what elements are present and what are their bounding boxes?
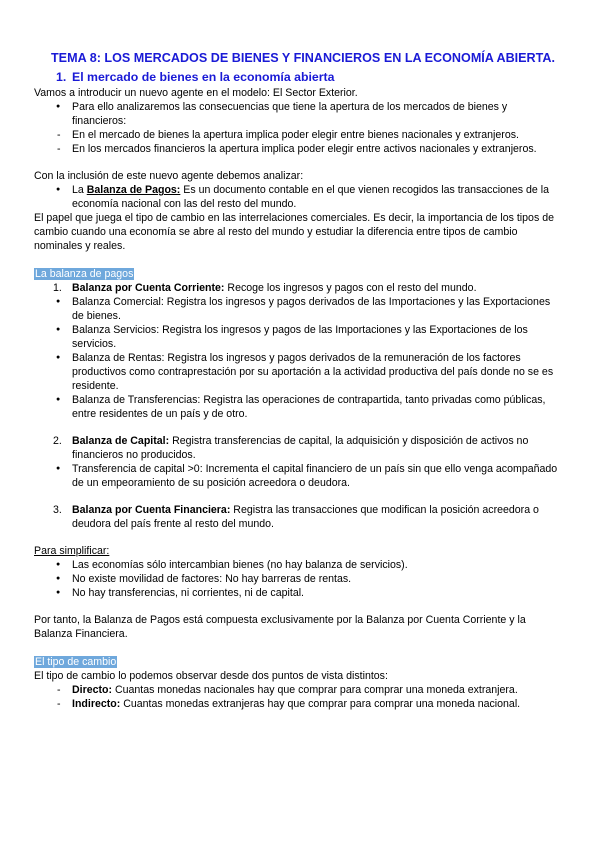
list-item: Indirecto: Cuantas monedas extranjeras hay que comprar para comprar una moneda nacional. [72,698,521,710]
simplificar-heading: Para simplificar: [34,545,110,557]
section-heading [56,70,564,85]
intro-paragraph: Vamos a introducir un nuevo agente en el modelo: El Sector Exterior. [34,87,358,99]
inclusion-list [34,183,564,211]
balanza-de-pagos-term: Balanza de Pagos: [86,184,181,196]
tipo-cambio-list [34,683,564,711]
list-item: La Balanza de Pagos: Es un documento contable en el que vienen recogidos las transacciones de la economía nacional con las del resto del mundo. [72,184,550,210]
list-item: 1. Balanza por Cuenta Corriente: Recoge los ingresos y pagos con el resto del mundo. [53,282,477,294]
simplificar-list [34,558,564,600]
list-item: En el mercado de bienes la apertura implica poder elegir entre bienes nacionales y extranjeros. [72,129,519,141]
balanza-capital-term: Balanza de Capital: [72,435,170,447]
list-item: En los mercados financieros la apertura implica poder elegir entre activos nacionales y extranjeros. [72,143,537,155]
indirecto-term: Indirecto: [72,698,121,710]
document-page [34,50,564,711]
list-item: Directo: Cuantas monedas nacionales hay que comprar para comprar una moneda extranjera. [72,684,518,696]
list-item: No existe movilidad de factores: No hay barreras de rentas. [72,573,352,585]
capital-list [34,462,564,490]
financiera-list-head [34,503,564,531]
capital-list-head [34,434,564,462]
item-number: 1. [53,282,62,294]
document-title: TEMA 8: LOS MERCADOS DE BIENES Y FINANCIEROS EN LA ECONOMÍA ABIERTA. [50,51,556,65]
por-tanto-paragraph: Por tanto, la Balanza de Pagos está compuesta exclusivamente por la Balanza por Cuenta Corriente y la Balanza Financiera. [34,614,526,640]
inclusion-paragraph: Con la inclusión de este nuevo agente debemos analizar: [34,170,304,182]
list-item: Balanza de Transferencias: Registra las operaciones de contrapartida, tanto privadas como públicas, entre residentes de un país y de otro. [72,394,546,420]
list-item: 2. Balanza de Capital: Registra transferencias de capital, la adquisición y disposición de activos no financieros no producidos. [53,435,529,461]
tipo-cambio-heading: El tipo de cambio [35,656,117,668]
section-title: El mercado de bienes en la economía abierta [72,70,335,84]
cuenta-financiera-term: Balanza por Cuenta Financiera: [72,504,231,516]
tipo-cambio-intro: El tipo de cambio lo podemos observar desde dos puntos de vista distintos: [34,670,388,682]
list-item: 3. Balanza por Cuenta Financiera: Registra las transacciones que modifican la posición acreedora o deudora del país frente al resto del mundo. [53,504,539,530]
intro-list [34,100,564,156]
cuenta-corriente-term: Balanza por Cuenta Corriente: [72,282,225,294]
item-number: 2. [53,435,62,447]
list-item: Las economías sólo intercambian bienes (no hay balanza de servicios). [72,559,408,571]
list-item: Balanza Servicios: Registra los ingresos y pagos de las Importaciones y las Exportaciones de los servicios. [72,324,528,350]
list-item: Transferencia de capital >0: Incrementa el capital financiero de un país sin que ello venga acompañado de un empeoramiento de su posición acreedora o deudora. [72,463,558,489]
directo-term: Directo: [72,684,113,696]
papel-paragraph: El papel que juega el tipo de cambio en las interrelaciones comerciales. Es decir, la importancia de los tipos de cambio cuando una economía se abre al resto del mundo y estudiar la diferencia entre tipos de cambio nominales y reales. [34,212,554,252]
list-item: No hay transferencias, ni corrientes, ni de capital. [72,587,305,599]
item-number: 3. [53,504,62,516]
cuenta-corriente-list [34,295,564,421]
list-item: Para ello analizaremos las consecuencias que tiene la apertura de los mercados de bienes y financieros: [72,101,508,127]
section-number: 1. [56,70,67,84]
balanza-list [34,281,564,295]
list-item: Balanza de Rentas: Registra los ingresos y pagos derivados de la remuneración de los factores productivos como contraprestación por su aportación a la actividad productiva del país donde no se es residente. [72,352,554,392]
balanza-heading: La balanza de pagos [35,268,134,280]
list-item: Balanza Comercial: Registra los ingresos y pagos derivados de las Importaciones y las Exportaciones de bienes. [72,296,551,322]
